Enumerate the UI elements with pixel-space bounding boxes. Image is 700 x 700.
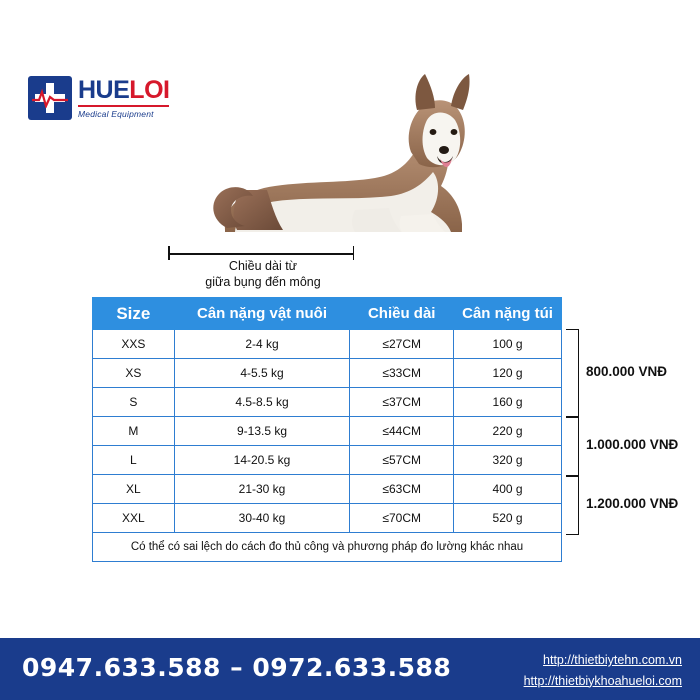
price-bracket bbox=[566, 476, 579, 535]
cell-weight: 4.5-8.5 kg bbox=[174, 388, 350, 417]
size-table-body bbox=[93, 330, 562, 562]
footer-phone-numbers: 0947.633.588 – 0972.633.588 bbox=[22, 653, 452, 682]
header-length: Chiều dài bbox=[350, 298, 454, 330]
cell-size: M bbox=[93, 417, 175, 446]
header-weight: Cân nặng vật nuôi bbox=[174, 298, 350, 330]
husky-dog-photo bbox=[205, 40, 495, 260]
price-brackets bbox=[566, 329, 698, 544]
cell-bag: 100 g bbox=[454, 330, 562, 359]
cell-length: ≤44CM bbox=[350, 417, 454, 446]
header-size: Size bbox=[93, 298, 175, 330]
table-row bbox=[93, 417, 562, 446]
cell-size: XXS bbox=[93, 330, 175, 359]
footer-link-1[interactable]: http://thietbiytehn.com.vn bbox=[543, 653, 682, 667]
cell-length: ≤57CM bbox=[350, 446, 454, 475]
brand-name-second: LOI bbox=[129, 75, 170, 104]
table-row bbox=[93, 388, 562, 417]
measure-caption bbox=[178, 258, 348, 291]
cell-bag: 320 g bbox=[454, 446, 562, 475]
cell-weight: 4-5.5 kg bbox=[174, 359, 350, 388]
footer-websites bbox=[524, 650, 682, 691]
price-label: 800.000 VNĐ bbox=[586, 364, 668, 379]
brand-divider bbox=[78, 105, 169, 107]
footer-link-2[interactable]: http://thietbiykhoahueloi.com bbox=[523, 673, 682, 688]
measure-caption-line2: giữa bụng đến mông bbox=[205, 275, 321, 290]
header-bag: Cân nặng túi bbox=[454, 298, 562, 330]
size-table-head bbox=[93, 298, 562, 330]
cell-length: ≤33CM bbox=[350, 359, 454, 388]
table-row bbox=[93, 446, 562, 475]
price-bracket bbox=[566, 329, 579, 417]
table-header-row bbox=[93, 298, 562, 330]
cell-length: ≤27CM bbox=[350, 330, 454, 359]
cell-bag: 120 g bbox=[454, 359, 562, 388]
cell-weight: 14-20.5 kg bbox=[174, 446, 350, 475]
cell-size: XL bbox=[93, 475, 175, 504]
medical-cross-ekg-icon bbox=[28, 76, 72, 120]
cell-size: XS bbox=[93, 359, 175, 388]
table-note: Có thể có sai lệch do cách đo thủ công và phương pháp đo lường khác nhau bbox=[93, 533, 562, 562]
brand-tagline: Medical Equipment bbox=[78, 108, 154, 119]
ekg-line-icon bbox=[32, 88, 68, 108]
cell-weight: 21-30 kg bbox=[174, 475, 350, 504]
brand-name-first: HUE bbox=[78, 75, 130, 104]
size-table bbox=[92, 297, 562, 562]
brand-wordmark bbox=[78, 75, 170, 119]
cell-weight: 30-40 kg bbox=[174, 504, 350, 533]
cell-bag: 160 g bbox=[454, 388, 562, 417]
price-label: 1.000.000 VNĐ bbox=[586, 437, 679, 452]
cell-bag: 520 g bbox=[454, 504, 562, 533]
cell-bag: 400 g bbox=[454, 475, 562, 504]
table-row bbox=[93, 504, 562, 533]
table-row bbox=[93, 475, 562, 504]
cell-weight: 2-4 kg bbox=[174, 330, 350, 359]
price-bracket bbox=[566, 417, 579, 476]
cell-length: ≤70CM bbox=[350, 504, 454, 533]
cell-bag: 220 g bbox=[454, 417, 562, 446]
table-row bbox=[93, 330, 562, 359]
table-row bbox=[93, 359, 562, 388]
cell-size: S bbox=[93, 388, 175, 417]
cell-length: ≤63CM bbox=[350, 475, 454, 504]
cell-size: XXL bbox=[93, 504, 175, 533]
footer-bar bbox=[0, 638, 700, 700]
cell-weight: 9-13.5 kg bbox=[174, 417, 350, 446]
cell-length: ≤37CM bbox=[350, 388, 454, 417]
measure-caption-line1: Chiều dài từ bbox=[228, 259, 298, 273]
price-label: 1.200.000 VNĐ bbox=[586, 496, 679, 511]
table-note-row bbox=[93, 533, 562, 562]
cell-size: L bbox=[93, 446, 175, 475]
brand-logo bbox=[28, 76, 169, 120]
